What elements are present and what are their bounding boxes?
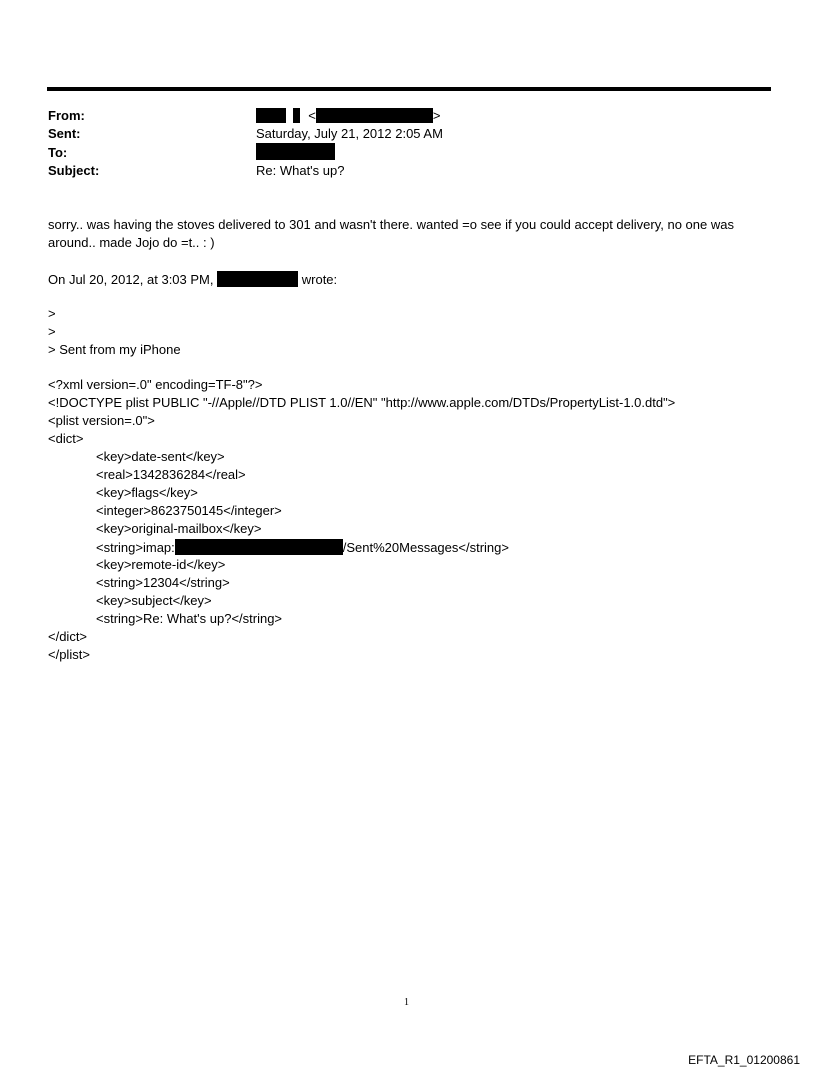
xml-line: <plist version=.0"> [48,413,155,428]
from-lt: < [308,108,316,123]
document-id: EFTA_R1_01200861 [688,1053,800,1067]
quote-sent-from: > Sent from my iPhone [48,342,181,357]
from-label: From: [48,108,85,123]
sent-value: Saturday, July 21, 2012 2:05 AM [256,126,443,141]
xml-fragment: /Sent%20Messages</string> [342,540,509,555]
xml-line: </dict> [48,629,88,644]
to-label: To: [48,145,68,160]
body-line: sorry.. was having the stoves delivered to 301 and wasn't there. wanted =o see if you could accept delivery, no one was [48,217,734,232]
xml-line [96,539,509,555]
redaction-block [175,539,343,555]
xml-fragment: <string>imap: [96,540,175,555]
xml-line: <key>date-sent</key> [96,449,225,464]
subject-value: Re: What's up? [256,163,345,178]
quote-attribution [48,271,337,287]
header-rule [47,87,771,91]
from-value [256,108,440,123]
quote-marker: > [48,324,56,339]
xml-line: <key>flags</key> [96,485,198,500]
xml-line: <key>subject</key> [96,593,212,608]
xml-line: <key>original-mailbox</key> [96,521,262,536]
from-gt: > [432,108,441,123]
redaction-block [256,143,335,160]
page-number: 1 [404,997,409,1008]
xml-line: <dict> [48,431,84,446]
redaction-block [293,108,300,123]
xml-line: <string>12304</string> [96,575,230,590]
redaction-block [217,271,298,287]
quote-marker: > [48,306,56,321]
xml-line: </plist> [48,647,90,662]
sent-label: Sent: [48,126,81,141]
body-line: around.. made Jojo do =t.. : ) [48,235,215,250]
xml-line: <key>remote-id</key> [96,557,226,572]
xml-line: <?xml version=.0" encoding=TF-8"?> [48,377,263,392]
redaction-block [256,108,286,123]
subject-label: Subject: [48,163,100,178]
xml-line: <!DOCTYPE plist PUBLIC "-//Apple//DTD PLIST 1.0//EN" "http://www.apple.com/DTDs/PropertyList-1.0.dtd"> [48,395,676,410]
xml-line: <integer>8623750145</integer> [96,503,282,518]
quote-prefix: On Jul 20, 2012, at 3:03 PM, [48,272,214,287]
redaction-block [316,108,433,123]
xml-line: <string>Re: What's up?</string> [96,611,283,626]
to-value [256,143,335,160]
xml-line: <real>1342836284</real> [96,467,246,482]
quote-suffix: wrote: [301,272,338,287]
